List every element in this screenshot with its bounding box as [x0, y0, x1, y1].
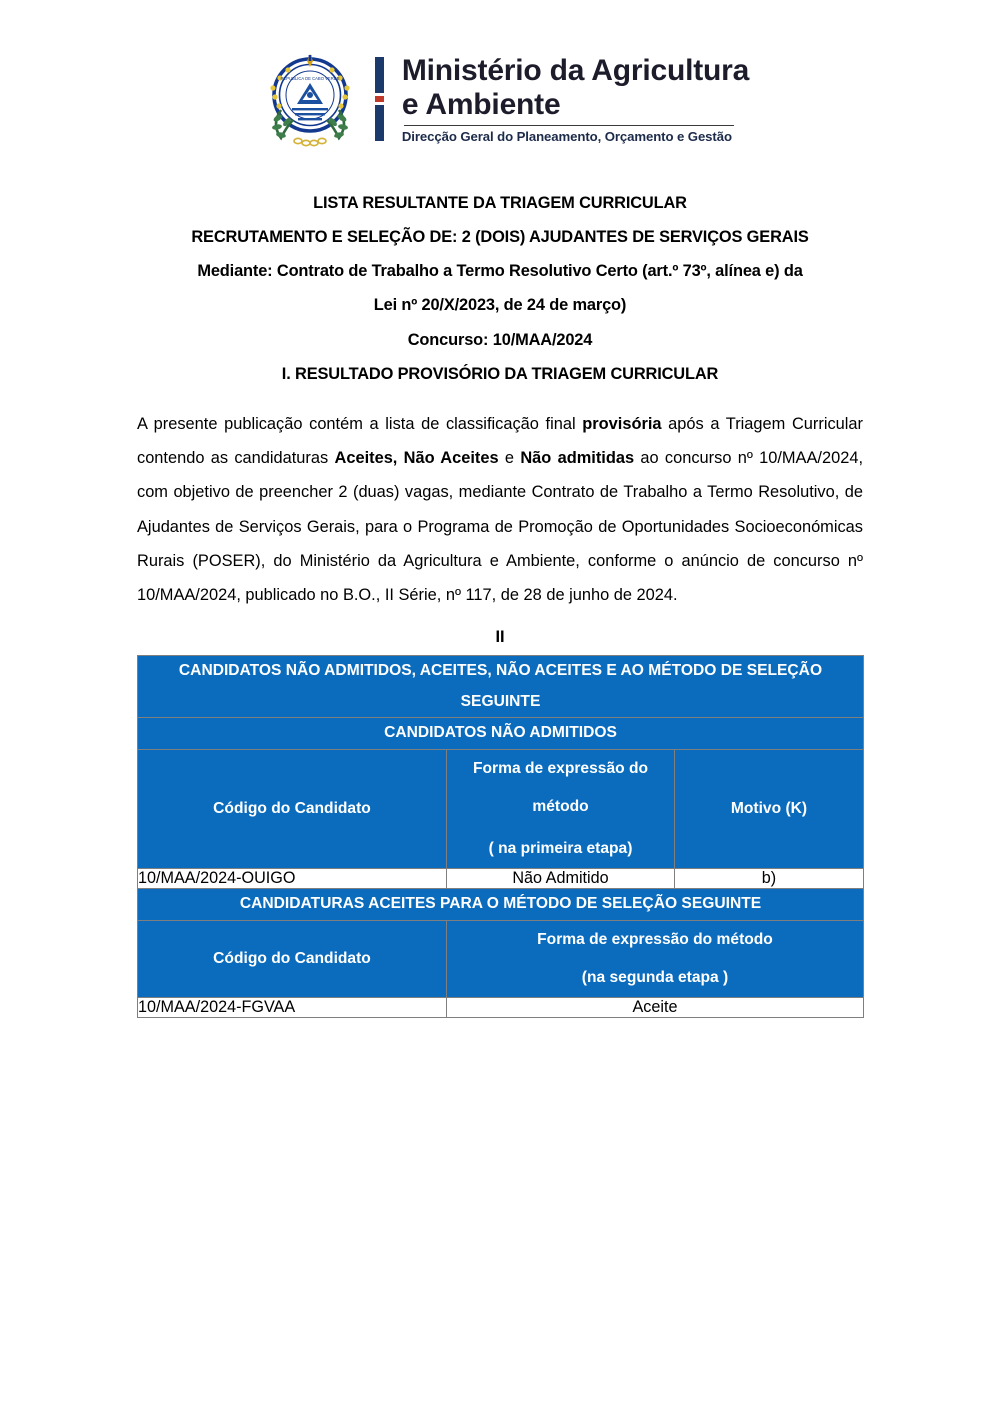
- title-line-2: RECRUTAMENTO E SELEÇÃO DE: 2 (DOIS) AJUDANTES DE SERVIÇOS GERAIS: [191, 228, 809, 247]
- table-row: [138, 869, 864, 889]
- ministry-logo-block: [251, 50, 749, 148]
- table-column-header-row-2: [138, 920, 864, 997]
- ministry-name-line-2: e Ambiente: [401, 87, 561, 121]
- document-title-block: [0, 186, 1000, 391]
- forma2-line-1: Forma de expressão do método: [537, 930, 773, 948]
- para-bold-aceites: Aceites, Não Aceites: [334, 449, 499, 468]
- document-header: [0, 0, 1000, 148]
- forma-line-2: método: [532, 797, 589, 815]
- directorate-name: Direcção Geral do Planeamento, Orçamento e Gestão: [401, 129, 732, 145]
- banner-text-part-2: AO MÉTODO DE SELEÇÃO SEGUINTE: [460, 662, 823, 710]
- para-part-1: A presente publicação contém a lista de classificação final: [137, 415, 583, 434]
- para-part-3: e: [498, 449, 521, 468]
- column-header-codigo-candidato-2: Código do Candidato: [138, 920, 447, 997]
- para-bold-nao-admitidas: Não admitidas: [520, 449, 635, 468]
- title-line-5: Concurso: 10/MAA/2024: [407, 330, 593, 349]
- column-header-motivo: Motivo (K): [675, 749, 864, 869]
- table-column-header-row-1: [138, 749, 864, 869]
- section-header-aceites: CANDIDATURAS ACEITES PARA O MÉTODO DE SELEÇÃO SEGUINTE: [138, 889, 864, 920]
- forma-line-3: ( na primeira etapa): [488, 839, 633, 857]
- svg-text:REPUBLICA DE CABO VERDE: REPUBLICA DE CABO VERDE: [280, 76, 340, 81]
- forma2-line-2: (na segunda etapa ): [581, 968, 729, 986]
- forma-line-1: Forma de expressão do: [472, 759, 649, 777]
- table-section-nao-admitidos-row: [138, 718, 864, 749]
- column-header-forma-expressao-2: [447, 920, 864, 997]
- title-line-4: Lei nº 20/X/2023, de 24 de março): [373, 296, 627, 315]
- title-line-3: Mediante: Contrato de Trabalho a Termo Resolutivo Certo (art.º 73º, alínea e) da: [197, 262, 803, 281]
- table-banner-cell: [138, 656, 864, 718]
- results-table: [137, 655, 864, 1018]
- cell-motivo-nao-admitido: b): [675, 869, 864, 889]
- ministry-wordmark: [402, 54, 749, 144]
- results-table-wrapper: [137, 655, 863, 1018]
- column-header-forma-expressao-1: [447, 749, 675, 869]
- cell-forma-nao-admitido: Não Admitido: [447, 869, 675, 889]
- section-mark-ii: II: [495, 628, 505, 647]
- column-header-codigo-candidato-1: Código do Candidato: [138, 749, 447, 869]
- cell-codigo-candidato-aceite: 10/MAA/2024-FGVAA: [138, 997, 447, 1017]
- banner-text-conjunction: E: [606, 662, 617, 680]
- intro-paragraph: [137, 407, 863, 612]
- ministry-name-line-1: Ministério da Agricultura: [401, 53, 750, 87]
- title-line-1: LISTA RESULTANTE DA TRIAGEM CURRICULAR: [313, 194, 687, 212]
- banner-text-part-1: CANDIDATOS NÃO ADMITIDOS, ACEITES, NÃO ACEITES: [178, 662, 607, 680]
- section-header-nao-admitidos: CANDIDATOS NÃO ADMITIDOS: [138, 718, 864, 749]
- table-section-aceites-row: [138, 889, 864, 920]
- para-part-4: ao concurso nº 10/MAA/2024, com objetivo de preencher 2 (duas) vagas, mediante Contrato de Trabalho a Termo Resolutivo, de Ajudantes de Serviços Gerais, para o Programa de Promoção de Oportunidades Socioeconómicas Rurais (POSER), do Ministério da Agricultura e Ambiente, conforme o anúncio de concurso nº 10/MAA/2024, publicado no B.O., II Série, nº 117, de 28 de junho de 2024.: [137, 449, 863, 604]
- title-line-6: I. RESULTADO PROVISÓRIO DA TRIAGEM CURRICULAR: [281, 364, 719, 383]
- para-bold-provisoria: provisória: [582, 415, 662, 434]
- table-row: [138, 997, 864, 1017]
- cape-verde-state-emblem-icon: [251, 50, 369, 148]
- para-part-2: após a Triagem Curricular contendo as candidaturas: [137, 415, 863, 468]
- wordmark-divider: [404, 125, 734, 126]
- table-banner-row: [138, 656, 864, 718]
- logo-separator-bar: [375, 57, 384, 141]
- cell-forma-aceite: Aceite: [447, 997, 864, 1017]
- body-section: [137, 407, 863, 612]
- cell-codigo-candidato-nao-admitido: 10/MAA/2024-OUIGO: [138, 869, 447, 889]
